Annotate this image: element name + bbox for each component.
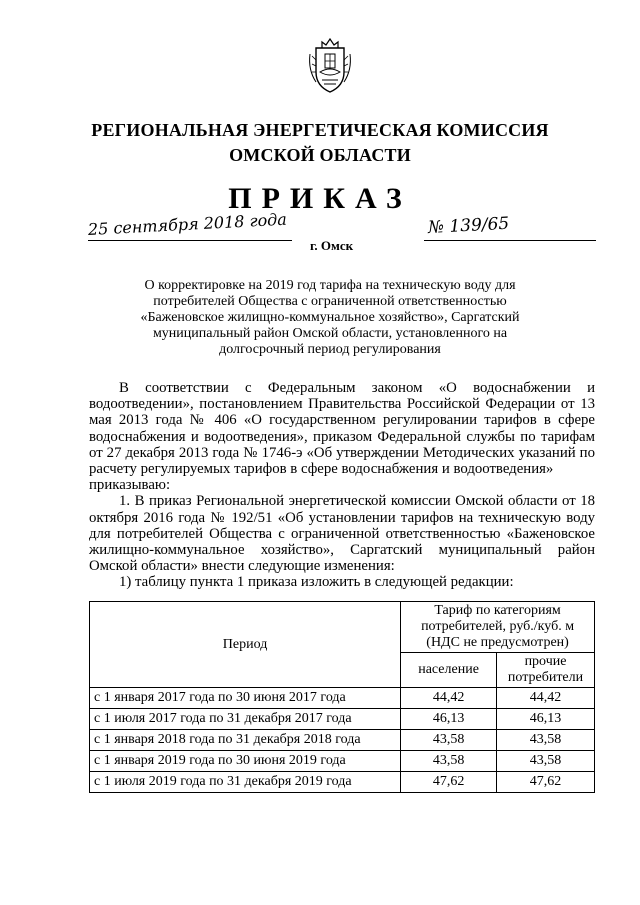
period-cell: с 1 июля 2019 года по 31 декабря 2019 года xyxy=(90,772,401,793)
org-name-line2: ОМСКОЙ ОБЛАСТИ xyxy=(229,145,411,165)
table-row xyxy=(90,688,595,709)
order-date-handwritten: 25 сентября 2018 года xyxy=(87,209,288,239)
header-other: прочие потребители xyxy=(497,653,595,688)
other-cell: 47,62 xyxy=(497,772,595,793)
population-cell: 43,58 xyxy=(401,751,497,772)
table-row xyxy=(90,772,595,793)
tariff-table xyxy=(89,601,595,793)
period-cell: с 1 января 2018 года по 31 декабря 2018 года xyxy=(90,730,401,751)
period-cell: с 1 января 2017 года по 30 июня 2017 года xyxy=(90,688,401,709)
org-name-line1: РЕГИОНАЛЬНАЯ ЭНЕРГЕТИЧЕСКАЯ КОМИССИЯ xyxy=(91,120,549,140)
population-cell: 46,13 xyxy=(401,709,497,730)
other-cell: 43,58 xyxy=(497,730,595,751)
item-1-paragraph: 1. В приказ Региональной энергетической комиссии Омской области от 18 октября 2016 года № 192/51 «Об установлении тарифов на техническую воду для потребителей Общества с ограниченной ответственностью «Баженовское жилищно-коммунальное хозяйство», Саргатский муниципальный район Омской области» внести следующие изменения: xyxy=(89,493,595,575)
order-body xyxy=(89,380,595,591)
other-cell: 44,42 xyxy=(497,688,595,709)
order-subject: О корректировке на 2019 год тарифа на техническую воду для потребителей Общества с ограниченной ответственностью «Баженовское жилищно-коммунальное хозяйство», Саргатский муниципальный район Омской области, установленного на долгосрочный период регулирования xyxy=(140,278,520,357)
order-title: ПРИКАЗ xyxy=(228,182,412,215)
header-population: население xyxy=(401,653,497,688)
period-cell: с 1 июля 2017 года по 31 декабря 2017 года xyxy=(90,709,401,730)
order-number-handwritten: № 139/65 xyxy=(427,213,510,238)
order-directive: приказываю: xyxy=(89,477,171,494)
preamble-paragraph: В соответствии с Федеральным законом «О водоснабжении и водоотведении», постановлением Правительства Российской Федерации от 13 мая 2013 года № 406 «О государственном регулировании тарифов в сфере водоснабжения и водоотведения», приказом Федеральной службы по тарифам от 27 декабря 2013 года № 1746-э «Об утверждении Методических указаний по расчету регулируемых тарифов в сфере водоснабжения и водоотведения» xyxy=(89,380,595,478)
date-underline xyxy=(88,240,292,241)
coat-of-arms-emblem xyxy=(306,36,354,94)
number-underline xyxy=(424,240,596,241)
period-cell: с 1 января 2019 года по 30 июня 2019 года xyxy=(90,751,401,772)
subitem-1-paragraph: 1) таблицу пункта 1 приказа изложить в следующей редакции: xyxy=(119,574,514,591)
population-cell: 44,42 xyxy=(401,688,497,709)
other-cell: 46,13 xyxy=(497,709,595,730)
other-cell: 43,58 xyxy=(497,751,595,772)
population-cell: 43,58 xyxy=(401,730,497,751)
header-tariff: Тариф по категориям потребителей, руб./куб. м (НДС не предусмотрен) xyxy=(401,602,595,653)
table-row xyxy=(90,751,595,772)
city-label: г. Омск xyxy=(310,238,354,253)
table-row xyxy=(90,730,595,751)
population-cell: 47,62 xyxy=(401,772,497,793)
header-period: Период xyxy=(90,602,401,688)
table-row xyxy=(90,709,595,730)
